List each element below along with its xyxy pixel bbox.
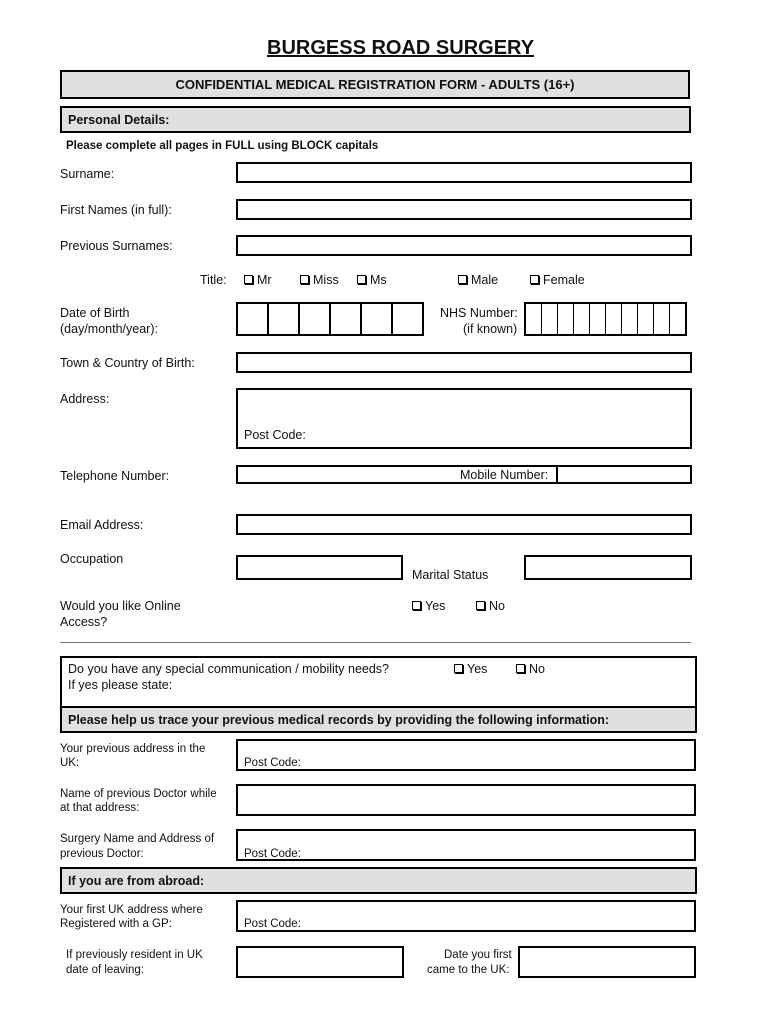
prev-address-input[interactable] — [236, 739, 696, 771]
date-leaving-input[interactable] — [236, 946, 404, 978]
records-header: Please help us trace your previous medical records by providing the following information: — [60, 706, 697, 733]
instruction-text: Please complete all pages in FULL using BLOCK capitals — [66, 140, 379, 152]
title-option-miss[interactable]: Miss — [300, 272, 339, 288]
title-option-ms[interactable]: Ms — [357, 272, 387, 288]
surname-input[interactable] — [236, 162, 692, 183]
first-names-label: First Names (in full): — [60, 203, 172, 217]
address-label: Address: — [60, 392, 110, 406]
mobile-label: Mobile Number: — [460, 468, 549, 482]
marital-status-label: Marital Status — [412, 568, 489, 582]
communication-no[interactable]: No — [516, 661, 545, 677]
prev-doctor-label-line2: at that address: — [60, 802, 140, 814]
online-access-label-line2: Access? — [60, 615, 108, 629]
dob-label-line2: (day/month/year): — [60, 322, 158, 336]
first-uk-postcode-label: Post Code: — [244, 918, 301, 930]
email-input[interactable] — [236, 514, 692, 535]
checkbox-icon — [300, 275, 309, 284]
first-uk-address-input[interactable] — [236, 900, 696, 932]
nhs-number-input[interactable] — [524, 302, 687, 336]
prev-surgery-postcode-label: Post Code: — [244, 848, 301, 860]
online-access-no[interactable]: No — [476, 598, 505, 614]
checkbox-icon — [458, 275, 467, 284]
page-title: BURGESS ROAD SURGERY — [267, 37, 535, 59]
sex-option-female[interactable]: Female — [530, 272, 585, 288]
occupation-label: Occupation — [60, 552, 124, 566]
checkbox-icon — [454, 664, 463, 673]
date-came-input[interactable] — [518, 946, 696, 978]
communication-yes[interactable]: Yes — [454, 661, 487, 677]
checkbox-icon — [244, 275, 253, 284]
nhs-label-line1: NHS Number: — [440, 306, 518, 320]
first-uk-label-line1: Your first UK address where — [60, 904, 203, 916]
surname-label: Surname: — [60, 167, 115, 181]
previous-surnames-label: Previous Surnames: — [60, 239, 173, 253]
personal-details-header: Personal Details: — [60, 106, 691, 133]
communication-needs-box[interactable] — [60, 656, 697, 708]
date-came-label-line2: came to the UK: — [427, 964, 510, 976]
form-subtitle: CONFIDENTIAL MEDICAL REGISTRATION FORM - ADULTS (16+) — [60, 70, 690, 99]
prev-surgery-input[interactable] — [236, 829, 696, 861]
dob-label-line1: Date of Birth — [60, 306, 130, 320]
date-leaving-label-line2: date of leaving: — [66, 964, 145, 976]
title-option-mr[interactable]: Mr — [244, 272, 272, 288]
nhs-label-line2: (if known) — [463, 322, 518, 336]
birthplace-label: Town & Country of Birth: — [60, 356, 195, 370]
address-input[interactable] — [236, 388, 692, 449]
online-access-yes[interactable]: Yes — [412, 598, 445, 614]
online-access-label-line1: Would you like Online — [60, 599, 181, 613]
date-came-label-line1: Date you first — [444, 949, 512, 961]
prev-doctor-label-line1: Name of previous Doctor while — [60, 788, 217, 800]
previous-surnames-input[interactable] — [236, 235, 692, 256]
checkbox-icon — [516, 664, 525, 673]
occupation-input[interactable] — [236, 555, 403, 580]
sex-option-male[interactable]: Male — [458, 272, 498, 288]
email-label: Email Address: — [60, 518, 144, 532]
communication-question: Do you have any special communication / mobility needs? — [68, 662, 390, 676]
telephone-label: Telephone Number: — [60, 469, 170, 483]
prev-address-postcode-label: Post Code: — [244, 757, 301, 769]
telephone-input[interactable] — [236, 465, 412, 484]
mobile-input[interactable] — [556, 465, 692, 484]
divider — [60, 642, 691, 643]
checkbox-icon — [412, 601, 421, 610]
first-names-input[interactable] — [236, 199, 692, 220]
first-uk-label-line2: Registered with a GP: — [60, 918, 172, 930]
prev-address-label-line2: UK: — [60, 757, 80, 769]
marital-status-input[interactable] — [524, 555, 692, 580]
date-leaving-label-line1: If previously resident in UK — [66, 949, 203, 961]
checkbox-icon — [357, 275, 366, 284]
prev-surgery-label-line2: previous Doctor: — [60, 848, 144, 860]
communication-state-label: If yes please state: — [68, 678, 173, 692]
checkbox-icon — [476, 601, 485, 610]
address-postcode-label: Post Code: — [244, 428, 306, 442]
prev-address-label-line1: Your previous address in the — [60, 743, 206, 755]
abroad-header: If you are from abroad: — [60, 867, 697, 894]
prev-doctor-input[interactable] — [236, 784, 696, 816]
checkbox-icon — [530, 275, 539, 284]
prev-surgery-label-line1: Surgery Name and Address of — [60, 833, 215, 845]
title-label: Title: — [200, 273, 227, 287]
mobile-label-box — [410, 465, 558, 484]
birthplace-input[interactable] — [236, 352, 692, 373]
dob-input[interactable] — [236, 302, 424, 336]
